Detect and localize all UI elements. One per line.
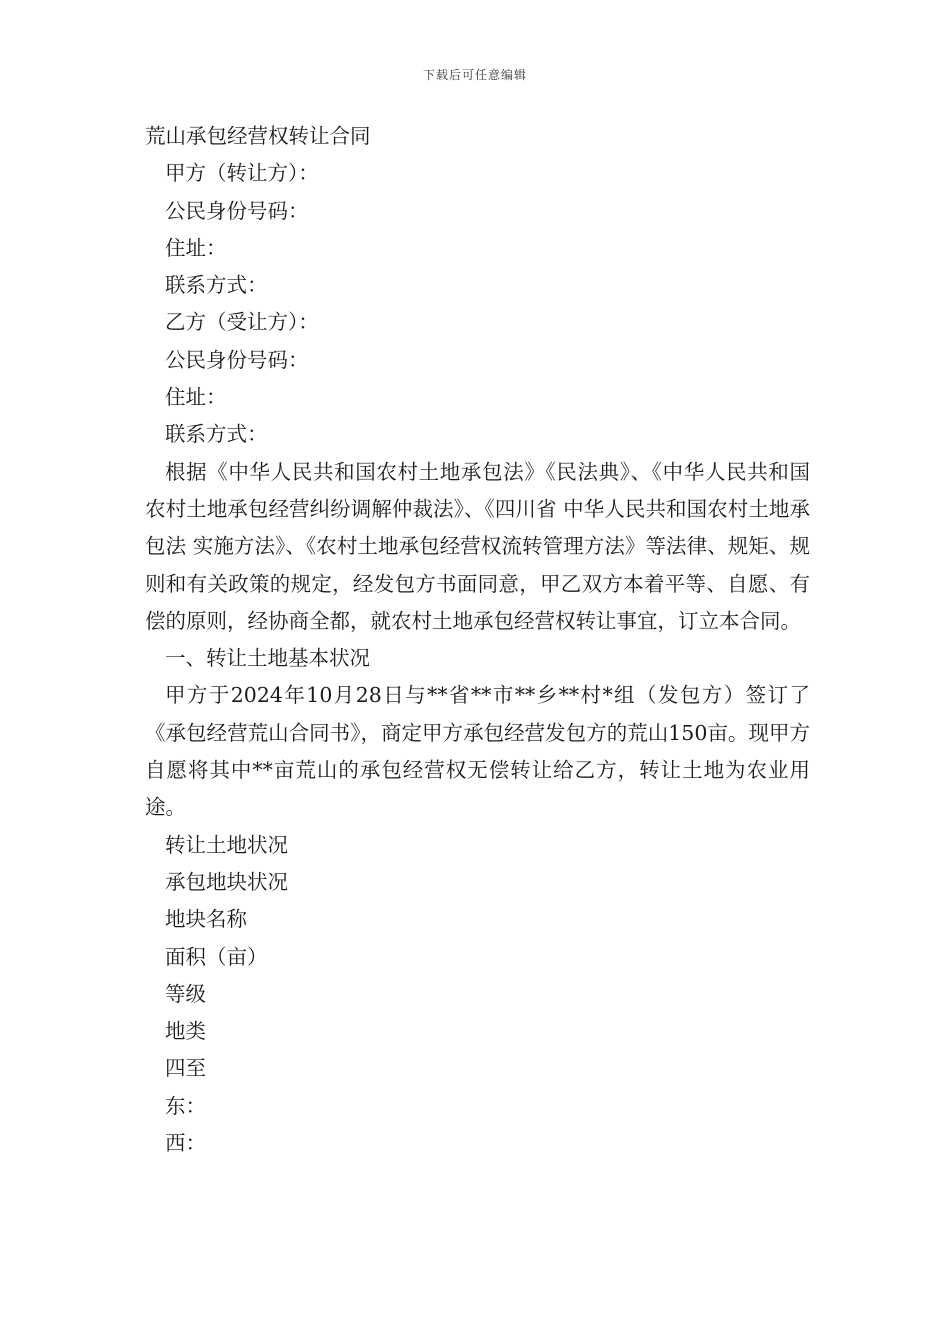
list-item: 转让土地状况 xyxy=(165,832,288,857)
list-item: 承包地块状况 xyxy=(165,869,288,894)
section-1-heading: 一、转让土地基本状况 xyxy=(165,646,370,671)
list-item: 等级 xyxy=(165,981,206,1006)
document-title: 荒山承包经营权转让合同 xyxy=(145,124,371,148)
list-item: 四至 xyxy=(165,1056,206,1081)
list-item: 地块名称 xyxy=(165,907,247,932)
party-b-id-label: 公民身份号码： xyxy=(165,347,309,372)
page-header: 下载后可任意编辑 xyxy=(422,68,527,82)
list-item: 地类 xyxy=(165,1019,206,1044)
section-1-paragraph: 甲方于2024年10月28日与**省**市**乡**村*组（发包方）签订了《承包经营荒山合同书》，商定甲方承包经营发包方的荒山150亩。现甲方自愿将其中**亩荒山的承包经营权无偿转让给乙方，转让土地为农业用途。 xyxy=(145,683,810,820)
list-item: 面积（亩） xyxy=(165,944,268,969)
list-item: 西： xyxy=(165,1131,206,1156)
party-a-address-label: 住址： xyxy=(165,235,227,260)
party-a-contact-label: 联系方式： xyxy=(165,273,268,298)
party-b-address-label: 住址： xyxy=(165,385,227,410)
party-b-contact-label: 联系方式： xyxy=(165,422,268,447)
list-item: 东： xyxy=(165,1093,206,1118)
party-a-label: 甲方（转让方）： xyxy=(165,161,319,186)
document-body xyxy=(145,118,810,1162)
party-a-id-label: 公民身份号码： xyxy=(165,198,309,223)
preamble-paragraph: 根据《中华人民共和国农村土地承包法》《民法典》、《中华人民共和国农村土地承包经营纠纷调解仲裁法》、《四川省 中华人民共和国农村土地承包法 实施方法》、《农村土地承包经营权流转管理方法》等法律、规矩、规则和有关政策的规定，经发包方书面同意，甲乙双方本着平等、自愿、有偿的原则，经协商全都，就农村土地承包经营权转让事宜，订立本合同。 xyxy=(145,459,810,633)
party-b-label: 乙方（受让方）： xyxy=(165,310,319,335)
